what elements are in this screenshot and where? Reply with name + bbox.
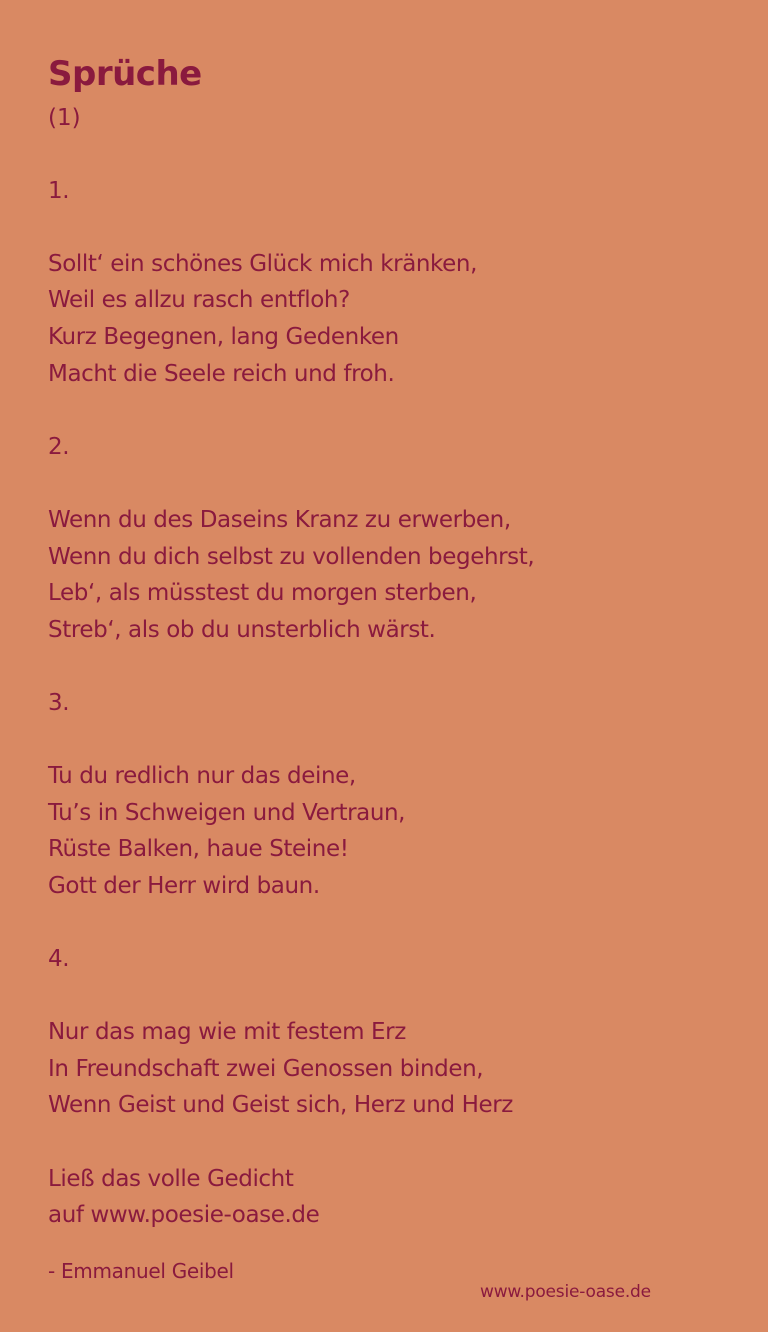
poem-line: Wenn du dich selbst zu vollenden begehrst, [48, 543, 535, 570]
blank-line [48, 648, 728, 685]
poem-line: Gott der Herr wird baun. [48, 872, 320, 899]
poem-line: Ließ das volle Gedicht [48, 1165, 294, 1192]
poem-line: Nur das mag wie mit festem Erz [48, 1019, 406, 1046]
poem-line: 3. [48, 689, 70, 716]
poem-author: - Emmanuel Geibel [48, 1259, 234, 1283]
poem-line: Rüste Balken, haue Steine! [48, 836, 349, 863]
poem-line: Leb‘, als müsstest du morgen sterben, [48, 580, 477, 607]
blank-line [48, 1124, 728, 1161]
poem-line: Tu du redlich nur das deine, [48, 763, 356, 790]
poem-body [48, 136, 728, 1234]
blank-line [48, 136, 728, 173]
poem-line: Tu’s in Schweigen und Vertraun, [48, 799, 406, 826]
blank-line [48, 392, 728, 429]
poem-line: Streb‘, als ob du unsterblich wärst. [48, 616, 436, 643]
poem-line: Sollt‘ ein schönes Glück mich kränken, [48, 250, 477, 277]
site-watermark: www.poesie-oase.de [480, 1282, 651, 1302]
blank-line [48, 904, 728, 941]
poem-line: 2. [48, 433, 70, 460]
poem-line: In Freundschaft zwei Genossen binden, [48, 1055, 484, 1082]
poem-line: 1. [48, 177, 70, 204]
blank-line [48, 465, 728, 502]
blank-line [48, 209, 728, 246]
poem-title: Sprüche [48, 54, 202, 94]
poem-line: Wenn Geist und Geist sich, Herz und Herz [48, 1092, 513, 1119]
poem-subtitle: (1) [48, 105, 81, 131]
poem-line: Weil es allzu rasch entfloh? [48, 287, 350, 314]
blank-line [48, 978, 728, 1015]
poem-card [48, 48, 728, 1234]
poem-line: Wenn du des Daseins Kranz zu erwerben, [48, 506, 511, 533]
blank-line [48, 722, 728, 759]
poem-line: auf www.poesie-oase.de [48, 1202, 320, 1229]
poem-line: Kurz Begegnen, lang Gedenken [48, 323, 399, 350]
poem-line: 4. [48, 946, 70, 973]
poem-line: Macht die Seele reich und froh. [48, 360, 395, 387]
